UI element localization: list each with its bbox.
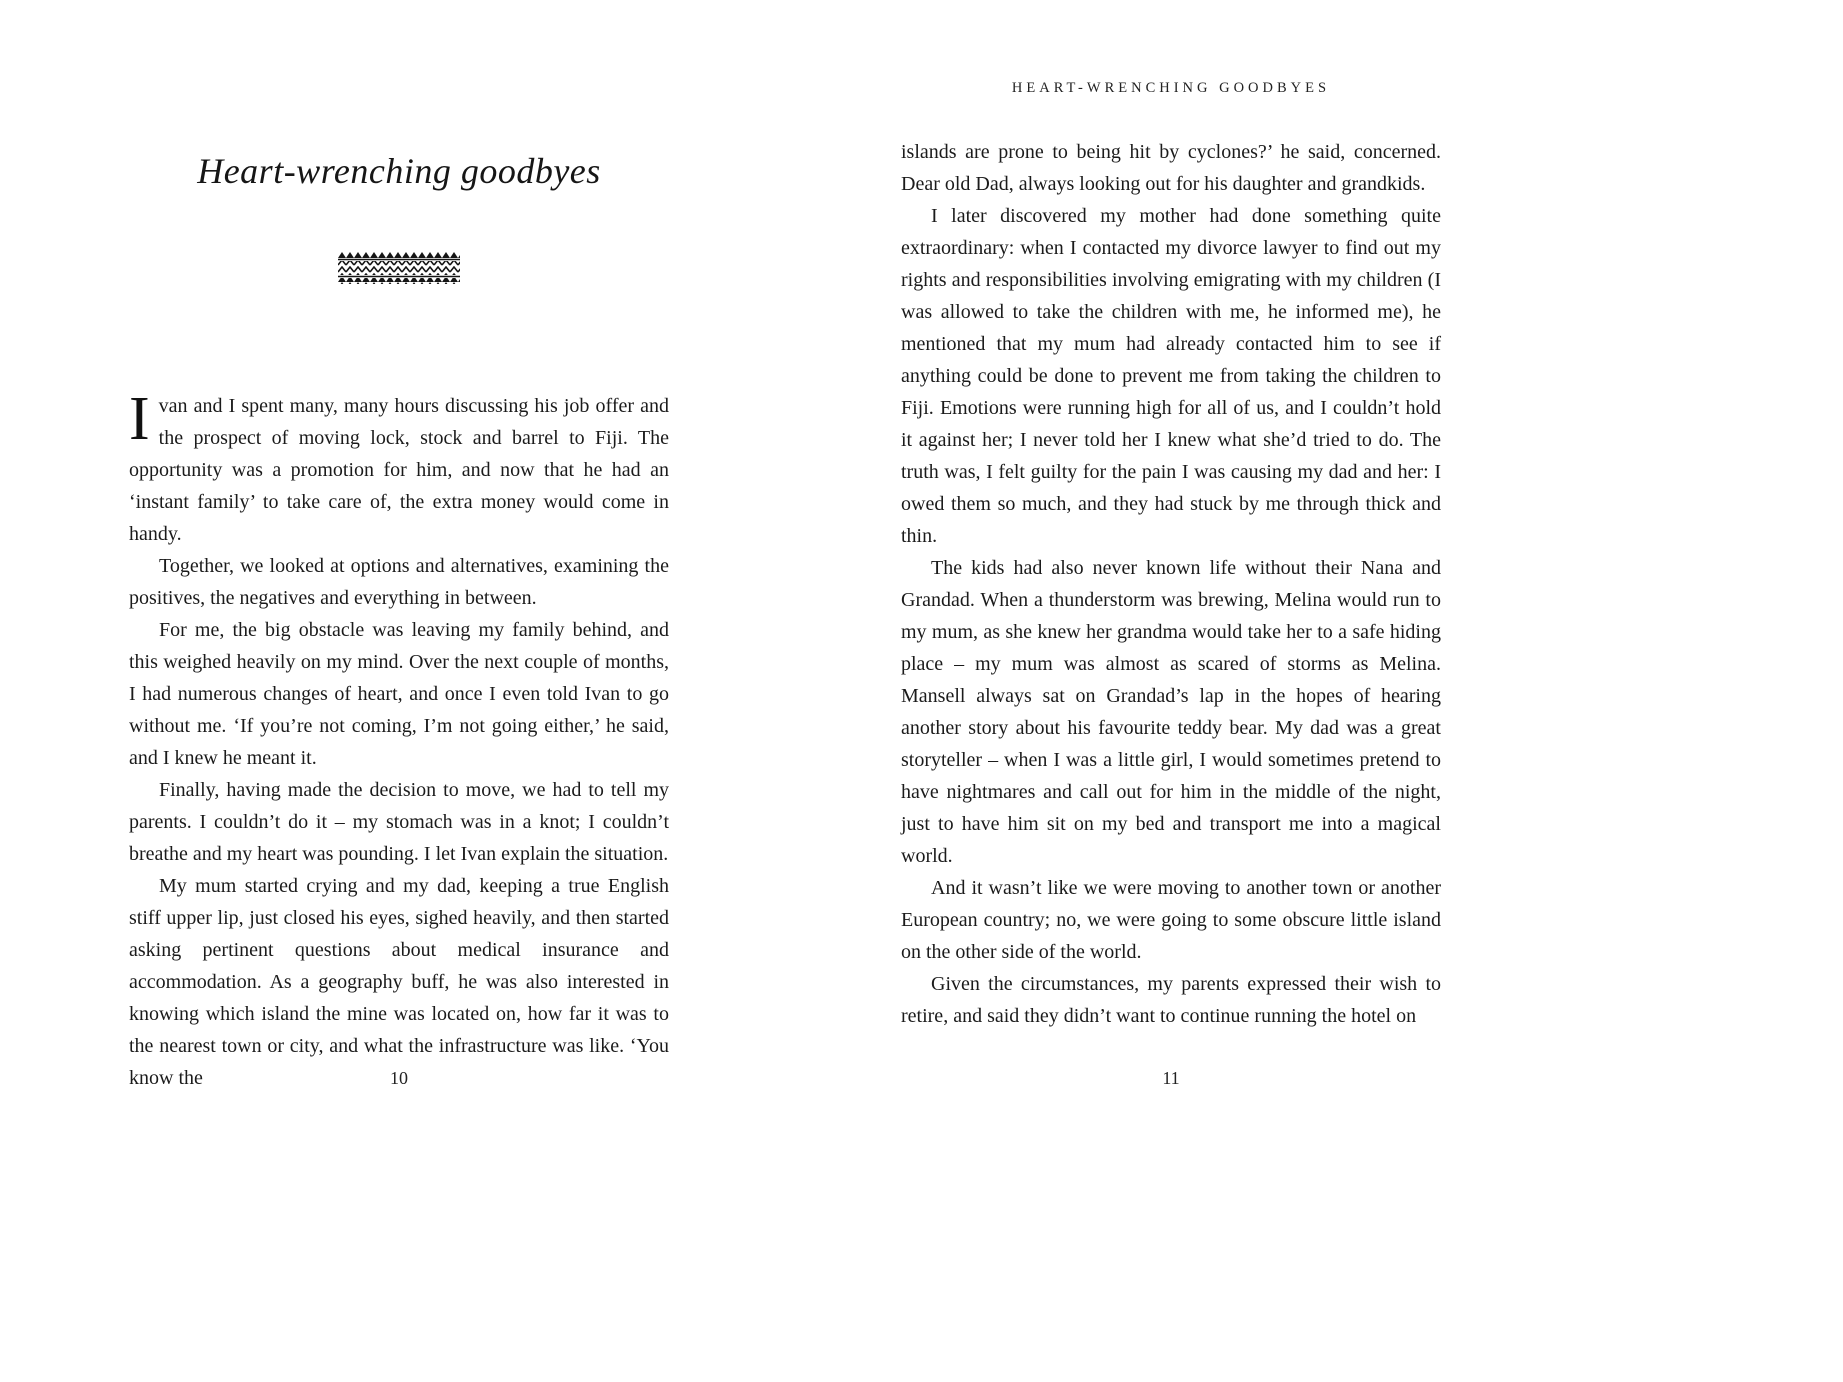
page-number-right: 11	[1162, 1068, 1180, 1088]
running-header: HEART-WRENCHING GOODBYES	[1011, 80, 1331, 96]
body-paragraph: Together, we looked at options and alternatives, examining the positives, the negatives and everything in between.	[129, 555, 669, 609]
drop-cap: I	[129, 385, 150, 453]
body-paragraph	[129, 385, 669, 550]
left-page-body	[129, 385, 669, 1094]
page-number-left: 10	[390, 1068, 408, 1088]
chapter-ornament	[129, 252, 669, 284]
body-paragraph: I later discovered my mother had done something quite extraordinary: when I contacted my divorce lawyer to find out my rights and responsibilities involving emigrating with my children (I was allowed to take the children with me, he informed me), he mentioned that my mum had already contacted him to see if anything could be done to prevent me from taking the children to Fiji. Emotions were running high for all of us, and I couldn’t hold it against her; I never told her I knew what she’d tried to do. The truth was, I felt guilty for the pain I was causing my dad and her: I owed them so much, and they had stuck by me through thick and thin.	[901, 205, 1441, 547]
body-paragraph: For me, the big obstacle was leaving my family behind, and this weighed heavily on my mind. Over the next couple of months, I had numerous changes of heart, and once I even told Ivan to go without me. ‘If you’re not coming, I’m not going either,’ he said, and I knew he meant it.	[129, 619, 669, 769]
body-paragraph: My mum started crying and my dad, keeping a true English stiff upper lip, just closed his eyes, sighed heavily, and then started asking pertinent questions about medical insurance and accommodation. As a geography buff, he was also interested in knowing which island the mine was located on, how far it was to the nearest town or city, and what the infrastructure was like. ‘You know the	[129, 875, 669, 1089]
body-paragraph: The kids had also never known life without their Nana and Grandad. When a thunderstorm was brewing, Melina would run to my mum, as she knew her grandma would take her to a safe hiding place – my mum was almost as scared of storms as Melina. Mansell always sat on Grandad’s lap in the hopes of hearing another story about his favourite teddy bear. My dad was a great storyteller – when I was a little girl, I would sometimes pretend to have nightmares and call out for him in the middle of the night, just to have him sit on my bed and transport me into a magical world.	[901, 557, 1441, 867]
body-paragraph: Finally, having made the decision to move, we had to tell my parents. I couldn’t do it – my stomach was in a knot; I couldn’t breathe and my heart was pounding. I let Ivan explain the situation.	[129, 779, 669, 865]
chapter-title: Heart-wrenching goodbyes	[197, 151, 601, 191]
right-page-body	[901, 136, 1441, 1032]
body-paragraph: Given the circumstances, my parents expressed their wish to retire, and said they didn’t want to continue running the hotel on	[901, 973, 1441, 1027]
paragraph-text: van and I spent many, many hours discussing his job offer and the prospect of moving lock, stock and barrel to Fiji. The opportunity was a promotion for him, and now that he had an ‘instant family’ to take care of, the extra money would come in handy.	[129, 395, 669, 545]
body-paragraph: And it wasn’t like we were moving to another town or another European country; no, we were going to some obscure little island on the other side of the world.	[901, 877, 1441, 963]
tapa-pattern-divider-icon	[338, 252, 460, 284]
body-paragraph: islands are prone to being hit by cyclones?’ he said, concerned. Dear old Dad, always looking out for his daughter and grandkids.	[901, 141, 1441, 195]
